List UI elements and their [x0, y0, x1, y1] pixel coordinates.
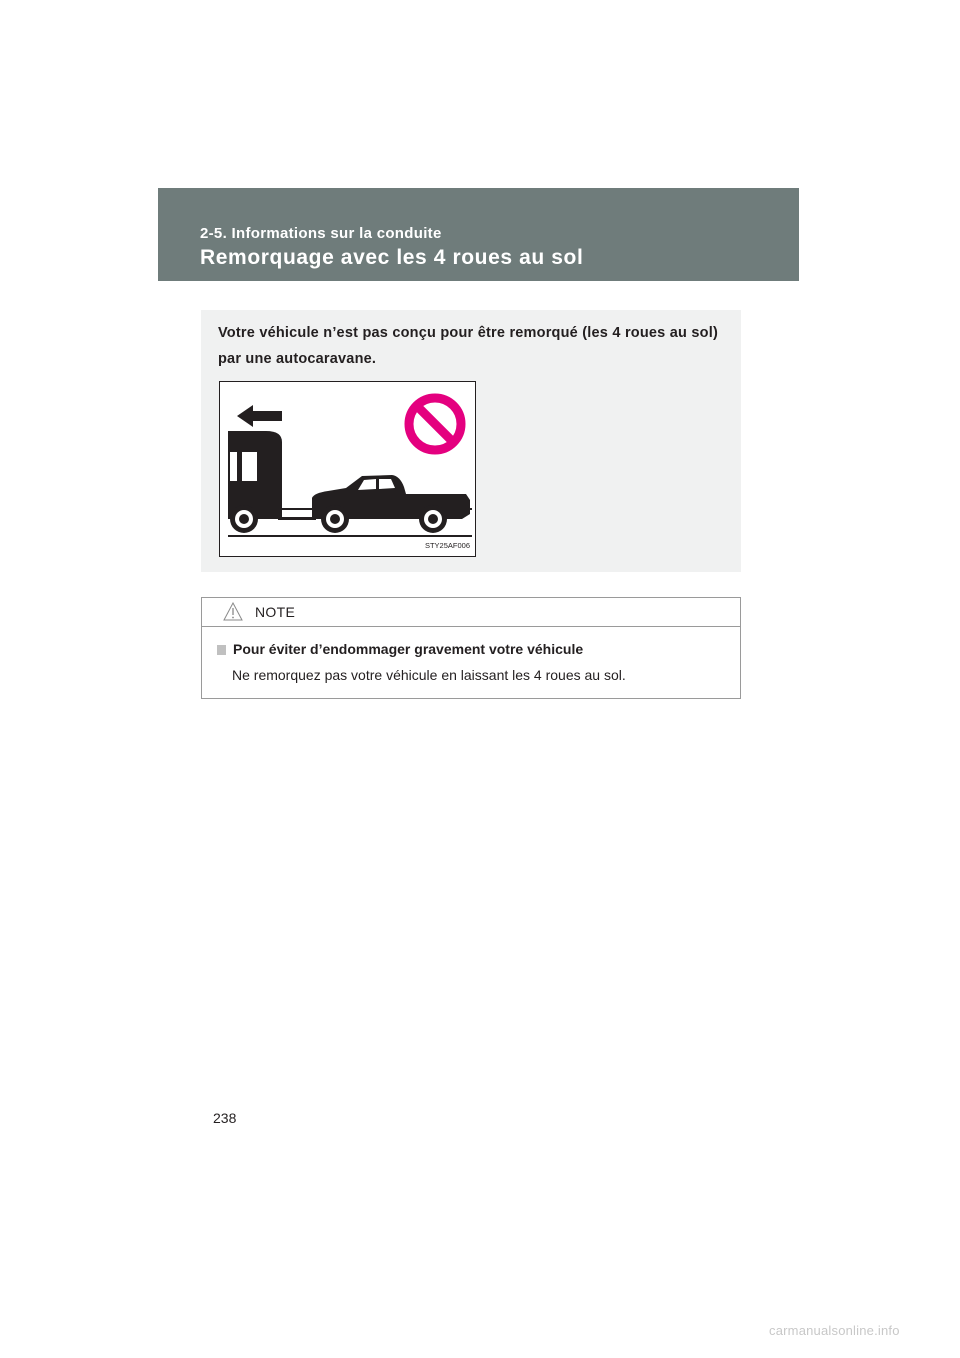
towing-illustration — [219, 381, 476, 557]
towing-diagram — [220, 382, 475, 556]
header-band — [158, 188, 799, 281]
note-heading: Pour éviter d’endommager gravement votre véhicule — [233, 641, 584, 657]
page-title: Remorquage avec les 4 roues au sol — [200, 246, 584, 269]
pickup-truck-icon — [312, 475, 470, 533]
left-arrow-icon — [237, 405, 282, 427]
tow-bar — [278, 517, 316, 520]
figure-code: STY25AF006 — [424, 541, 470, 550]
intro-box — [201, 310, 741, 572]
note-heading-row — [217, 641, 583, 659]
page-number: 238 — [213, 1110, 237, 1126]
warning-triangle-icon — [223, 602, 243, 621]
motorhome-icon — [228, 431, 282, 533]
ground-line-upper — [228, 508, 472, 510]
note-box — [201, 597, 741, 699]
bullet-square-icon — [217, 645, 226, 655]
prohibited-icon — [409, 398, 461, 450]
note-header — [202, 598, 740, 627]
note-label: NOTE — [255, 604, 296, 620]
note-body: Ne remorquez pas votre véhicule en laissant les 4 roues au sol. — [232, 667, 626, 683]
section-label: 2-5. Informations sur la conduite — [200, 225, 442, 242]
ground-line-lower — [228, 535, 472, 537]
watermark: carmanualsonline.info — [769, 1323, 900, 1338]
intro-text: Votre véhicule n’est pas conçu pour être remorqué (les 4 roues au sol) par une autocaravane. — [218, 325, 718, 367]
